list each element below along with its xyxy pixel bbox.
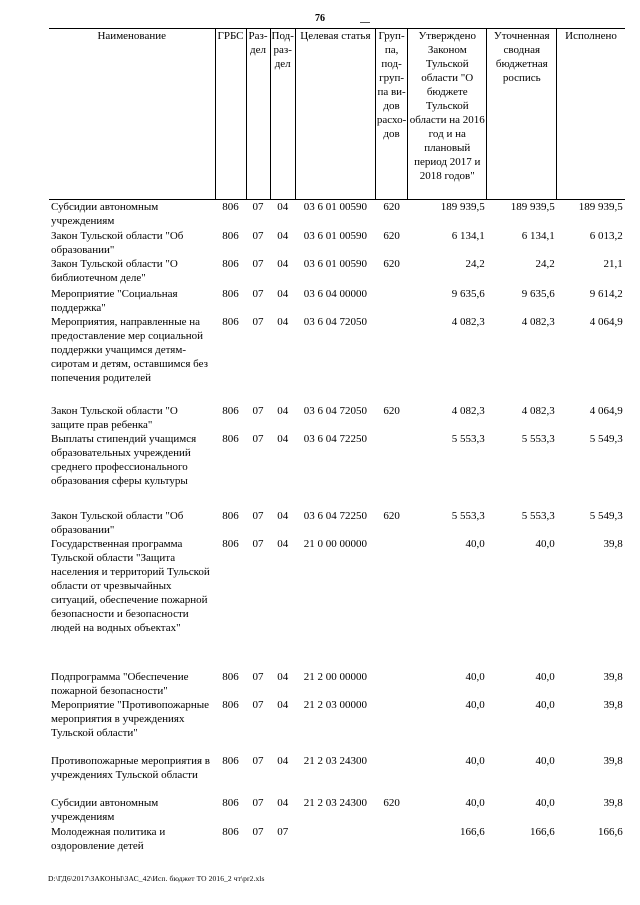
cell-razdel: 07 <box>252 404 264 417</box>
table-row <box>49 698 625 754</box>
table-row <box>49 229 625 257</box>
cell-expense-group: 620 <box>383 796 400 809</box>
cell-target-article: 03 6 04 72250 <box>303 432 368 445</box>
cell-name: Закон Тульской области "О защите прав ребенка" <box>51 404 178 431</box>
table-row <box>49 796 625 825</box>
cell-target-article: 03 6 01 00590 <box>303 201 368 213</box>
cell-razdel: 07 <box>252 796 264 809</box>
budget-table <box>49 28 625 855</box>
cell-podrazdel: 04 <box>277 754 289 767</box>
cell-target-article: 21 2 03 00000 <box>303 698 368 711</box>
cell-approved: 40,0 <box>465 537 485 550</box>
cell-target-article: 03 6 04 72250 <box>303 509 368 522</box>
cell-expense-group: 620 <box>383 257 400 270</box>
cell-name: Молодежная политика и оздоровление детей <box>51 825 166 852</box>
cell-approved: 166,6 <box>460 825 485 838</box>
cell-grbs: 806 <box>222 509 239 522</box>
header-grbs: ГРБС <box>215 29 246 200</box>
cell-approved: 40,0 <box>465 670 485 683</box>
cell-refined: 5 553,3 <box>521 432 555 445</box>
table-row <box>49 825 625 855</box>
cell-approved: 4 082,3 <box>451 404 485 417</box>
cell-target-article: 03 6 01 00590 <box>303 257 368 270</box>
page-number: 76 <box>0 13 640 24</box>
cell-name: Выплаты стипендий учащимся образовательных учреждений среднего профессионального образования сферы культуры <box>51 432 197 487</box>
header-podrazdel: Под-раз-дел <box>270 29 295 200</box>
cell-name: Мероприятия, направленные на предоставление мер социальной поддержки учащимся детям-сиротам и детям, оставшимся без попечения родителей <box>51 315 208 384</box>
cell-refined: 189 939,5 <box>510 201 555 213</box>
cell-name: Государственная программа Тульской области "Защита населения и территорий Тульской области от чрезвычайных ситуаций, обеспечение пожарной безопасности и безопасности людей на водных объектах" <box>51 537 210 634</box>
cell-refined: 40,0 <box>535 670 555 683</box>
cell-refined: 4 082,3 <box>521 404 555 417</box>
cell-approved: 24,2 <box>465 257 485 270</box>
cell-podrazdel: 04 <box>277 670 289 683</box>
cell-executed: 4 064,9 <box>589 404 623 417</box>
cell-executed: 9 614,2 <box>589 287 623 300</box>
table-row <box>49 432 625 509</box>
cell-refined: 5 553,3 <box>521 509 555 522</box>
cell-name: Субсидии автономным учреждениям <box>51 201 159 227</box>
cell-expense-group: 620 <box>383 229 400 242</box>
cell-grbs: 806 <box>222 670 239 683</box>
cell-razdel: 07 <box>252 698 264 711</box>
cell-name: Противопожарные мероприятия в учреждениях Тульской области <box>51 754 210 781</box>
header-expense-group: Груп-па, под-груп-па ви-дов расхо-дов <box>375 29 407 200</box>
cell-grbs: 806 <box>222 537 239 550</box>
cell-name: Субсидии автономным учреждениям <box>51 796 159 823</box>
cell-executed: 189 939,5 <box>578 201 623 213</box>
cell-grbs: 806 <box>222 754 239 767</box>
cell-refined: 166,6 <box>530 825 555 838</box>
cell-executed: 5 549,3 <box>589 509 623 522</box>
table-row <box>49 200 625 229</box>
table-row <box>49 257 625 287</box>
cell-podrazdel: 07 <box>277 825 289 838</box>
cell-executed: 39,8 <box>603 670 623 683</box>
cell-name: Закон Тульской области "Об образовании" <box>51 509 184 536</box>
cell-expense-group <box>375 754 407 796</box>
table-row <box>49 509 625 537</box>
cell-executed: 6 013,2 <box>589 229 623 242</box>
table-row <box>49 537 625 670</box>
cell-grbs: 806 <box>222 315 239 328</box>
cell-target-article <box>295 825 375 855</box>
cell-refined: 40,0 <box>535 754 555 767</box>
cell-refined: 40,0 <box>535 698 555 711</box>
file-path-footer: D:\ГД6\2017\ЗАКОНЫ\ЗАС_42\Исп. бюджет ТО 2016_2 чт\pr2.xls <box>48 874 265 883</box>
cell-grbs: 806 <box>222 825 239 838</box>
cell-approved: 40,0 <box>465 796 485 809</box>
cell-expense-group: 620 <box>383 201 400 213</box>
cell-razdel: 07 <box>252 201 264 213</box>
cell-podrazdel: 04 <box>277 509 289 522</box>
cell-name: Подпрограмма "Обеспечение пожарной безопасности" <box>51 670 189 697</box>
cell-podrazdel: 04 <box>277 201 289 213</box>
cell-expense-group: 620 <box>383 509 400 522</box>
cell-name: Мероприятие "Социальная поддержка" <box>51 287 178 314</box>
cell-target-article: 03 6 04 00000 <box>303 287 368 300</box>
cell-podrazdel: 04 <box>277 432 289 445</box>
table-row <box>49 754 625 796</box>
table-header-row <box>49 29 625 200</box>
cell-podrazdel: 04 <box>277 287 289 300</box>
cell-target-article: 21 2 00 00000 <box>303 670 368 683</box>
cell-executed: 4 064,9 <box>589 315 623 328</box>
cell-grbs: 806 <box>222 201 239 213</box>
table-row <box>49 287 625 315</box>
cell-expense-group <box>375 287 407 315</box>
cell-podrazdel: 04 <box>277 257 289 270</box>
cell-razdel: 07 <box>252 754 264 767</box>
cell-executed: 5 549,3 <box>589 432 623 445</box>
cell-target-article: 03 6 04 72050 <box>303 315 368 328</box>
cell-executed: 166,6 <box>598 825 623 838</box>
cell-grbs: 806 <box>222 229 239 242</box>
cell-podrazdel: 04 <box>277 229 289 242</box>
cell-grbs: 806 <box>222 257 239 270</box>
cell-razdel: 07 <box>252 229 264 242</box>
table-row <box>49 315 625 404</box>
cell-grbs: 806 <box>222 404 239 417</box>
cell-target-article: 03 6 04 72050 <box>303 404 368 417</box>
cell-target-article: 03 6 01 00590 <box>303 229 368 242</box>
cell-executed: 39,8 <box>603 796 623 809</box>
cell-executed: 39,8 <box>603 754 623 767</box>
cell-name: Закон Тульской области "О библиотечном деле" <box>51 257 178 284</box>
header-target-article: Целевая статья <box>295 29 375 200</box>
table-row <box>49 670 625 698</box>
cell-podrazdel: 04 <box>277 698 289 711</box>
cell-approved: 40,0 <box>465 698 485 711</box>
cell-name: Закон Тульской области "Об образовании" <box>51 229 184 256</box>
cell-grbs: 806 <box>222 287 239 300</box>
header-executed: Исполнено <box>557 29 625 200</box>
header-razdel: Раз-дел <box>246 29 270 200</box>
cell-expense-group <box>375 670 407 698</box>
cell-approved: 4 082,3 <box>451 315 485 328</box>
cell-target-article: 21 0 00 00000 <box>303 537 368 550</box>
cell-approved: 6 134,1 <box>451 229 485 242</box>
cell-approved: 40,0 <box>465 754 485 767</box>
cell-podrazdel: 04 <box>277 315 289 328</box>
cell-podrazdel: 04 <box>277 537 289 550</box>
cell-razdel: 07 <box>252 509 264 522</box>
cell-expense-group <box>375 698 407 754</box>
cell-executed: 39,8 <box>603 698 623 711</box>
cell-executed: 21,1 <box>603 257 623 270</box>
cell-refined: 9 635,6 <box>521 287 555 300</box>
cell-grbs: 806 <box>222 432 239 445</box>
cell-grbs: 806 <box>222 698 239 711</box>
cell-expense-group <box>375 315 407 404</box>
cell-razdel: 07 <box>252 432 264 445</box>
cell-razdel: 07 <box>252 287 264 300</box>
cell-podrazdel: 04 <box>277 796 289 809</box>
cell-grbs: 806 <box>222 796 239 809</box>
cell-refined: 40,0 <box>535 796 555 809</box>
cell-razdel: 07 <box>252 670 264 683</box>
cell-refined: 40,0 <box>535 537 555 550</box>
cell-expense-group <box>375 537 407 670</box>
cell-approved: 189 939,5 <box>440 201 485 213</box>
cell-approved: 9 635,6 <box>451 287 485 300</box>
cell-target-article: 21 2 03 24300 <box>303 796 368 809</box>
header-approved: Утверждено Законом Тульской области "О бюджете Тульской области на 2016 год и на плановый период 2017 и 2018 годов" <box>408 29 487 200</box>
cell-expense-group <box>375 432 407 509</box>
cell-razdel: 07 <box>252 825 264 838</box>
cell-razdel: 07 <box>252 257 264 270</box>
cell-expense-group <box>375 825 407 855</box>
cell-refined: 4 082,3 <box>521 315 555 328</box>
cell-razdel: 07 <box>252 537 264 550</box>
table-row <box>49 404 625 432</box>
header-refined: Уточненная сводная бюджетная роспись <box>487 29 557 200</box>
cell-refined: 6 134,1 <box>521 229 555 242</box>
header-name: Наименование <box>49 29 215 200</box>
cell-target-article: 21 2 03 24300 <box>303 754 368 767</box>
cell-expense-group: 620 <box>383 404 400 417</box>
cell-podrazdel: 04 <box>277 404 289 417</box>
cell-refined: 24,2 <box>535 257 555 270</box>
cell-name: Мероприятие "Противопожарные мероприятия в учреждениях Тульской области" <box>51 698 210 739</box>
cell-approved: 5 553,3 <box>451 509 485 522</box>
cell-razdel: 07 <box>252 315 264 328</box>
cell-executed: 39,8 <box>603 537 623 550</box>
cell-approved: 5 553,3 <box>451 432 485 445</box>
